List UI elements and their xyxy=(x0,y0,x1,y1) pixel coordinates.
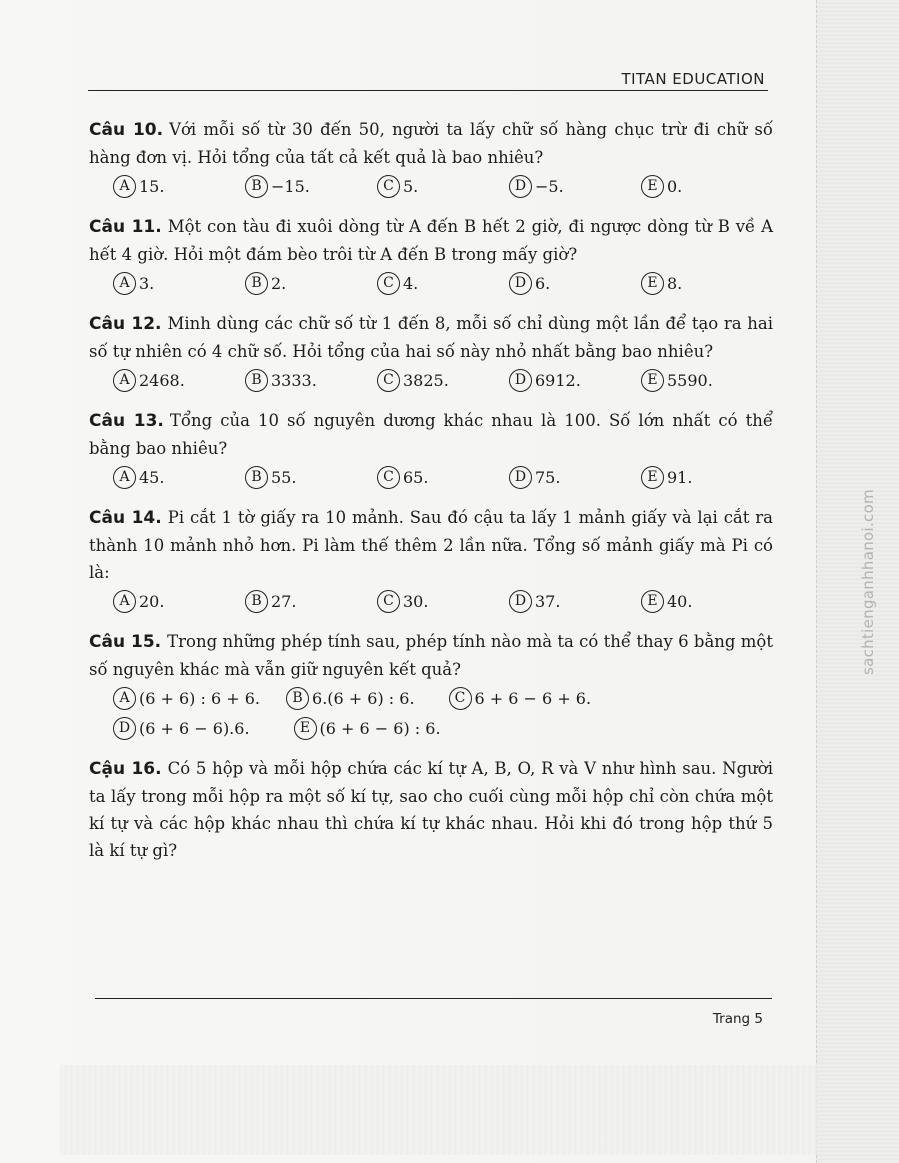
option-value: (6 + 6) : 6 + 6. xyxy=(139,688,261,708)
answer-options-row-2 xyxy=(89,713,773,743)
question-text xyxy=(89,504,773,586)
option-letter: E xyxy=(641,272,664,295)
option-value: 6912. xyxy=(535,370,581,390)
option-value: 6 + 6 − 6 + 6. xyxy=(474,688,592,708)
question-body: Có 5 hộp và mỗi hộp chứa các kí tự A, B, O, R và V như hình sau. Người ta lấy trong mỗi hộp ra một số kí tự, sao cho cuối cùng mỗi hộp chỉ còn chứa một kí tự và các hộp khác nhau thì chứa kí tự khác nhau. Hỏi khi đó trong hộp thứ 5 là kí tự gì? xyxy=(89,759,773,860)
option-value: 5590. xyxy=(667,370,713,390)
answer-options xyxy=(89,586,773,616)
option-b[interactable] xyxy=(245,175,377,198)
option-letter: D xyxy=(509,272,532,295)
question-10 xyxy=(89,116,773,201)
option-letter: D xyxy=(509,175,532,198)
option-c[interactable] xyxy=(377,369,509,392)
option-d[interactable] xyxy=(509,272,641,295)
option-letter: C xyxy=(449,687,472,710)
option-value: 3333. xyxy=(271,370,317,390)
question-label: Câu 15. xyxy=(89,632,162,652)
option-b[interactable] xyxy=(286,687,415,710)
option-value: 91. xyxy=(667,467,693,487)
option-letter: A xyxy=(113,687,136,710)
question-label: Câu 13. xyxy=(89,411,164,431)
question-body: Trong những phép tính sau, phép tính nào mà ta có thể thay 6 bằng một số nguyên khác mà vẫn giữ nguyên kết quả? xyxy=(89,632,773,679)
option-value: 45. xyxy=(139,467,165,487)
option-value: 5. xyxy=(403,176,419,196)
option-value: 2. xyxy=(271,273,287,293)
option-value: 6. xyxy=(535,273,551,293)
option-value: 3. xyxy=(139,273,155,293)
option-letter: E xyxy=(641,175,664,198)
option-letter: D xyxy=(113,717,136,740)
question-text xyxy=(89,407,773,462)
question-label: Câu 12. xyxy=(89,314,162,334)
option-value: 0. xyxy=(667,176,683,196)
answer-options-row-1 xyxy=(89,683,773,713)
option-letter: A xyxy=(113,369,136,392)
option-a[interactable] xyxy=(113,272,245,295)
option-b[interactable] xyxy=(245,272,377,295)
header-rule xyxy=(88,90,768,91)
option-value: −5. xyxy=(535,176,564,196)
option-value: 8. xyxy=(667,273,683,293)
option-letter: E xyxy=(641,369,664,392)
question-12 xyxy=(89,310,773,395)
question-14 xyxy=(89,504,773,616)
question-text xyxy=(89,116,773,171)
option-letter: B xyxy=(286,687,309,710)
question-text xyxy=(89,213,773,268)
option-value: 3825. xyxy=(403,370,449,390)
option-value: (6 + 6 − 6) : 6. xyxy=(319,718,441,738)
option-letter: D xyxy=(509,590,532,613)
scan-margin-strip xyxy=(816,0,899,1163)
page-number: Trang 5 xyxy=(712,1011,763,1027)
option-value: 37. xyxy=(535,591,561,611)
option-d[interactable] xyxy=(509,175,641,198)
question-list xyxy=(89,116,773,876)
question-body: Pi cắt 1 tờ giấy ra 10 mảnh. Sau đó cậu ta lấy 1 mảnh giấy và lại cắt ra thành 10 mảnh nhỏ hơn. Pi làm thế thêm 2 lần nữa. Tổng số mảnh giấy mà Pi có là: xyxy=(89,508,773,582)
answer-options xyxy=(89,171,773,201)
option-letter: C xyxy=(377,272,400,295)
question-label: Câu 14. xyxy=(89,508,162,528)
question-label: Câu 10. xyxy=(89,120,164,140)
question-body: Tổng của 10 số nguyên dương khác nhau là 100. Số lớn nhất có thể bằng bao nhiêu? xyxy=(89,411,773,458)
option-a[interactable] xyxy=(113,687,260,710)
option-d[interactable] xyxy=(509,369,641,392)
option-value: 40. xyxy=(667,591,693,611)
question-label: Cậu 16. xyxy=(89,759,162,779)
question-label: Câu 11. xyxy=(89,217,162,237)
option-value: 30. xyxy=(403,591,429,611)
option-a[interactable] xyxy=(113,590,245,613)
option-c[interactable] xyxy=(377,466,509,489)
option-value: 75. xyxy=(535,467,561,487)
option-value: 55. xyxy=(271,467,297,487)
option-a[interactable] xyxy=(113,175,245,198)
option-letter: C xyxy=(377,175,400,198)
option-letter: E xyxy=(641,590,664,613)
option-c[interactable] xyxy=(377,175,509,198)
option-letter: E xyxy=(641,466,664,489)
question-11 xyxy=(89,213,773,298)
option-letter: C xyxy=(377,369,400,392)
option-value: −15. xyxy=(271,176,310,196)
option-e[interactable] xyxy=(641,369,773,392)
option-letter: A xyxy=(113,466,136,489)
scan-bottom-noise xyxy=(60,1065,817,1155)
page-header: TITAN EDUCATION xyxy=(621,70,765,88)
option-value: 27. xyxy=(271,591,297,611)
option-e[interactable] xyxy=(641,175,773,198)
option-letter: B xyxy=(245,466,268,489)
footer-rule xyxy=(95,998,772,999)
option-d[interactable] xyxy=(509,466,641,489)
option-letter: A xyxy=(113,272,136,295)
option-letter: C xyxy=(377,466,400,489)
option-a[interactable] xyxy=(113,369,245,392)
option-value: 2468. xyxy=(139,370,185,390)
option-value: 15. xyxy=(139,176,165,196)
option-e[interactable] xyxy=(641,466,773,489)
option-e[interactable] xyxy=(641,272,773,295)
option-value: 6.(6 + 6) : 6. xyxy=(312,688,415,708)
option-letter: B xyxy=(245,369,268,392)
option-letter: B xyxy=(245,175,268,198)
question-text xyxy=(89,628,773,683)
option-d[interactable] xyxy=(113,717,250,740)
option-letter: D xyxy=(509,466,532,489)
answer-options xyxy=(89,365,773,395)
option-a[interactable] xyxy=(113,466,245,489)
question-body: Minh dùng các chữ số từ 1 đến 8, mỗi số chỉ dùng một lần để tạo ra hai số tự nhiên có 4 chữ số. Hỏi tổng của hai số này nhỏ nhất bằng bao nhiêu? xyxy=(89,314,773,361)
answer-options xyxy=(89,268,773,298)
watermark: sachtienganhhanoi.com xyxy=(859,489,877,675)
option-letter: D xyxy=(509,369,532,392)
option-letter: B xyxy=(245,590,268,613)
option-c[interactable] xyxy=(377,590,509,613)
question-body: Với mỗi số từ 30 đến 50, người ta lấy chữ số hàng chục trừ đi chữ số hàng đơn vị. Hỏi tổng của tất cả kết quả là bao nhiêu? xyxy=(89,120,773,167)
question-15 xyxy=(89,628,773,743)
question-body: Một con tàu đi xuôi dòng từ A đến B hết 2 giờ, đi ngược dòng từ B về A hết 4 giờ. Hỏi một đám bèo trôi từ A đến B trong mấy giờ? xyxy=(89,217,773,264)
question-16 xyxy=(89,755,773,864)
option-letter: A xyxy=(113,175,136,198)
question-text xyxy=(89,310,773,365)
option-value: 20. xyxy=(139,591,165,611)
option-value: 65. xyxy=(403,467,429,487)
option-c[interactable] xyxy=(449,687,592,710)
option-letter: A xyxy=(113,590,136,613)
option-letter: B xyxy=(245,272,268,295)
option-value: 4. xyxy=(403,273,419,293)
option-e[interactable] xyxy=(641,590,773,613)
option-b[interactable] xyxy=(245,590,377,613)
option-letter: C xyxy=(377,590,400,613)
option-letter: E xyxy=(294,717,317,740)
option-d[interactable] xyxy=(509,590,641,613)
answer-options xyxy=(89,462,773,492)
question-text xyxy=(89,755,773,864)
option-b[interactable] xyxy=(245,466,377,489)
option-b[interactable] xyxy=(245,369,377,392)
option-e[interactable] xyxy=(294,717,441,740)
option-value: (6 + 6 − 6).6. xyxy=(139,718,250,738)
option-c[interactable] xyxy=(377,272,509,295)
question-13 xyxy=(89,407,773,492)
